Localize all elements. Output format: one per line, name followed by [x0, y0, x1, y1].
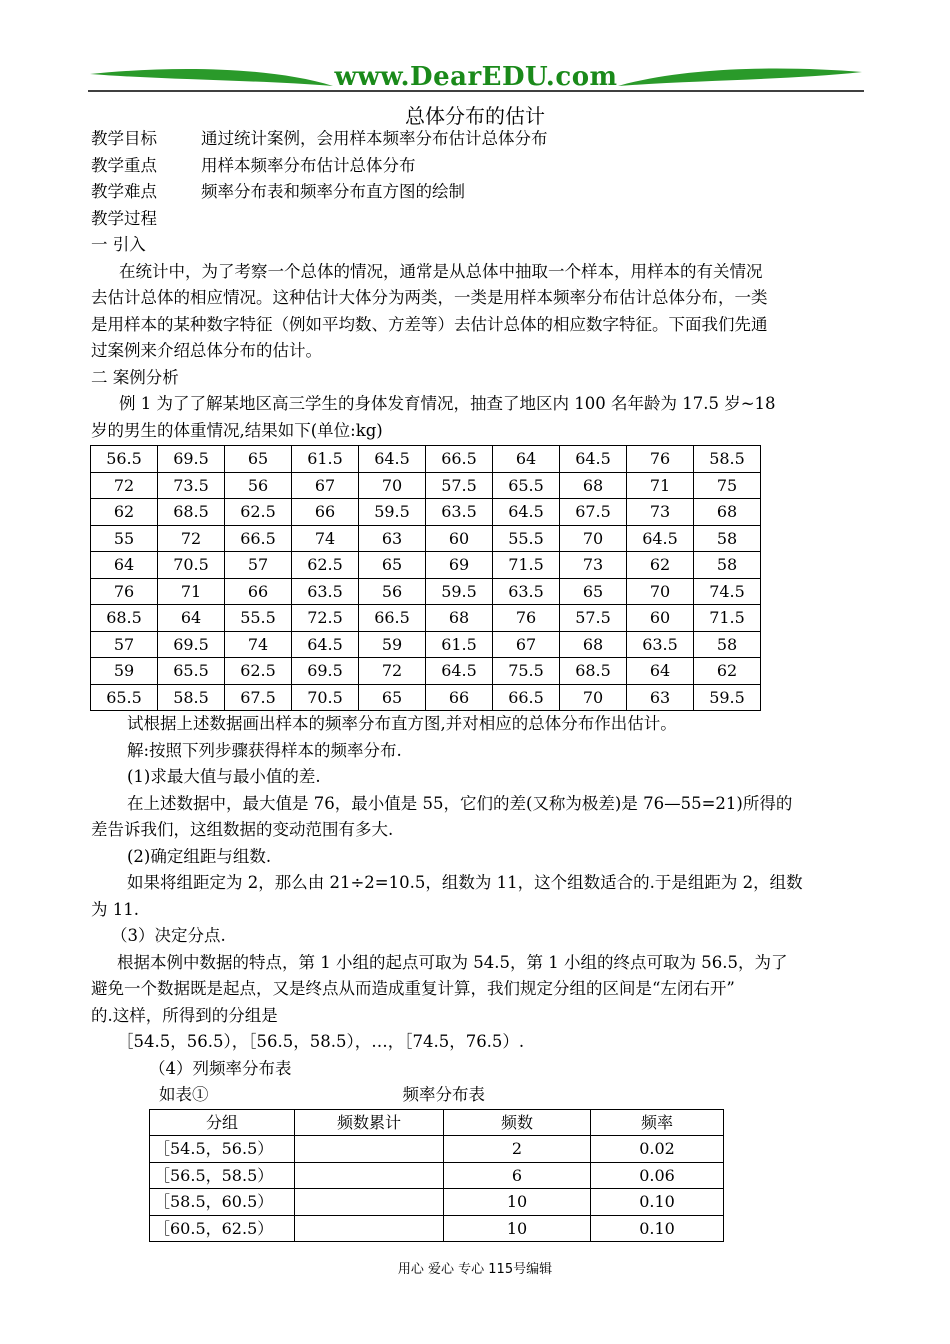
table-cell: 65.5 — [493, 472, 560, 499]
table-cell: 62.5 — [225, 499, 292, 526]
table-cell: 68 — [560, 631, 627, 658]
table-cell: 76 — [627, 446, 694, 473]
table-cell: 66.5 — [225, 525, 292, 552]
table-cell: 66.5 — [359, 605, 426, 632]
table-cell: 75 — [694, 472, 761, 499]
table-cell: 64.5 — [359, 446, 426, 473]
table-cell: 66 — [426, 684, 493, 711]
site-logo-text[interactable]: www.DearEDU.com — [334, 62, 618, 92]
table-cell: 62.5 — [292, 552, 359, 579]
example-line-2: 岁的男生的体重情况,结果如下(单位:kg) — [91, 420, 383, 440]
table-cell: 67.5 — [225, 684, 292, 711]
table-caption: 频率分布表 — [402, 1085, 485, 1104]
table-cell: 57.5 — [560, 605, 627, 632]
page-footer: 用心 爱心 专心 115号编辑 — [397, 1262, 553, 1277]
table-cell: 67 — [493, 631, 560, 658]
table-cell: 71.5 — [694, 605, 761, 632]
step-2-line-1: 如果将组距定为 2，那么由 21÷2=10.5，组数为 11，这个组数适合的.于是组距为 2，组数 — [127, 873, 803, 892]
table-cell: 58 — [694, 631, 761, 658]
step-3-line-2: 避免一个数据既是起点，又是终点从而造成重复计算，我们规定分组的区间是“左闭右开” — [91, 979, 735, 998]
table-cell — [295, 1136, 444, 1163]
table-cell: 65 — [359, 684, 426, 711]
table-cell: 73 — [560, 552, 627, 579]
table-cell: 75.5 — [493, 658, 560, 685]
table-cell: 59 — [359, 631, 426, 658]
table-cell: 60 — [426, 525, 493, 552]
table-cell: 57 — [91, 631, 158, 658]
table-cell: 66.5 — [426, 446, 493, 473]
table-cell: 58.5 — [158, 684, 225, 711]
meta-goal — [91, 126, 863, 153]
table-row — [91, 525, 761, 552]
table-cell: 65 — [560, 578, 627, 605]
table-row — [91, 446, 761, 473]
table-cell: 59.5 — [426, 578, 493, 605]
step-4-heading: （4）列频率分布表 — [149, 1058, 292, 1078]
table-cell: 62 — [627, 552, 694, 579]
table-cell: 64.5 — [426, 658, 493, 685]
page-title: 总体分布的估计 — [405, 104, 545, 128]
table-cell: 68 — [426, 605, 493, 632]
step-1-heading: (1)求最大值与最小值的差. — [127, 767, 321, 786]
table-cell: 74 — [225, 631, 292, 658]
task-paragraph: 试根据上述数据画出样本的频率分布直方图,并对相应的总体分布作出估计。 — [127, 714, 677, 733]
process-heading: 教学过程 — [91, 208, 157, 228]
step-1-line-1: 在上述数据中，最大值是 76，最小值是 55，它们的差(又称为极差)是 76—55=21)所得的 — [127, 793, 793, 813]
table-cell: 68.5 — [158, 499, 225, 526]
table-cell: 61.5 — [292, 446, 359, 473]
table-cell: 55 — [91, 525, 158, 552]
table-cell: 69.5 — [158, 446, 225, 473]
table-cell: 66.5 — [493, 684, 560, 711]
section-2-heading: 二 案例分析 — [91, 367, 179, 387]
table-cell: 58 — [694, 552, 761, 579]
step-2-line-2: 为 11. — [91, 899, 139, 919]
table-cell: 65.5 — [158, 658, 225, 685]
table-cell: 63 — [627, 684, 694, 711]
table-cell: 64 — [627, 658, 694, 685]
table-cell: 63.5 — [627, 631, 694, 658]
table-cell: 69.5 — [158, 631, 225, 658]
table-cell: 73.5 — [158, 472, 225, 499]
header-cell: 频数 — [444, 1109, 591, 1136]
header-cell: 频率 — [591, 1109, 724, 1136]
table-cell: 59.5 — [359, 499, 426, 526]
table-cell: 70 — [560, 525, 627, 552]
table-cell: 64 — [91, 552, 158, 579]
table-cell: 72.5 — [292, 605, 359, 632]
frequency-table — [149, 1109, 724, 1243]
table-cell: 71.5 — [493, 552, 560, 579]
table-row — [91, 578, 761, 605]
table-reference: 如表① — [159, 1085, 209, 1104]
meta-value: 用样本频率分布估计总体分布 — [201, 155, 416, 175]
table-cell: 0.06 — [591, 1162, 724, 1189]
table-row — [150, 1215, 724, 1242]
table-cell: 55.5 — [225, 605, 292, 632]
table-cell: 57 — [225, 552, 292, 579]
table-cell: 64.5 — [560, 446, 627, 473]
table-cell: 65 — [225, 446, 292, 473]
table-cell: 73 — [627, 499, 694, 526]
table-cell: 62 — [694, 658, 761, 685]
table-row — [91, 605, 761, 632]
table-cell: 10 — [444, 1189, 591, 1216]
table-cell: 58.5 — [694, 446, 761, 473]
table-cell: 63.5 — [493, 578, 560, 605]
table-cell: 57.5 — [426, 472, 493, 499]
table-cell: 63.5 — [292, 578, 359, 605]
table-cell: 68.5 — [560, 658, 627, 685]
table-cell: 68 — [694, 499, 761, 526]
table-cell: 63.5 — [426, 499, 493, 526]
table-cell: 0.10 — [591, 1189, 724, 1216]
header-cell: 频数累计 — [295, 1109, 444, 1136]
table-cell: 76 — [91, 578, 158, 605]
table-cell: 64.5 — [627, 525, 694, 552]
table-cell: 67.5 — [560, 499, 627, 526]
table-cell: 74.5 — [694, 578, 761, 605]
table-cell: 65.5 — [91, 684, 158, 711]
table-row — [91, 499, 761, 526]
meta-focus — [91, 153, 863, 180]
table-cell: 56.5 — [91, 446, 158, 473]
table-cell: 0.02 — [591, 1136, 724, 1163]
section-1-heading: 一 引入 — [91, 235, 146, 254]
table-cell: 74 — [292, 525, 359, 552]
step-2-heading: (2)确定组距与组数. — [127, 846, 272, 866]
table-cell — [295, 1215, 444, 1242]
table-cell: 66 — [225, 578, 292, 605]
table-cell: 70 — [359, 472, 426, 499]
table-row — [91, 552, 761, 579]
table-cell: 64.5 — [493, 499, 560, 526]
table-cell: 55.5 — [493, 525, 560, 552]
table-cell: 69 — [426, 552, 493, 579]
table-cell: 58 — [694, 525, 761, 552]
table-cell: 2 — [444, 1136, 591, 1163]
table-cell: 65 — [359, 552, 426, 579]
table-cell: 70 — [560, 684, 627, 711]
table-cell: 61.5 — [426, 631, 493, 658]
table-row — [91, 658, 761, 685]
table-cell: ［54.5，56.5） — [150, 1136, 295, 1163]
weight-data-table — [90, 445, 761, 711]
intro-line-3: 是用样本的某种数字特征（例如平均数、方差等）去估计总体的相应数字特征。下面我们先通 — [91, 314, 768, 334]
table-cell: 10 — [444, 1215, 591, 1242]
table-cell: 76 — [493, 605, 560, 632]
table-cell: 70 — [627, 578, 694, 605]
step-3-heading: （3）决定分点. — [111, 926, 226, 945]
table-cell: 64 — [158, 605, 225, 632]
step-3-line-3: 的.这样，所得到的分组是 — [91, 1005, 278, 1025]
intro-line-1: 在统计中，为了考察一个总体的情况，通常是从总体中抽取一个样本，用样本的有关情况 — [119, 261, 763, 281]
table-cell: ［60.5，62.5） — [150, 1215, 295, 1242]
meta-difficulty — [91, 179, 863, 206]
table-cell — [295, 1162, 444, 1189]
site-banner — [88, 60, 864, 96]
table-cell: 66 — [292, 499, 359, 526]
step-1-line-2: 差告诉我们，这组数据的变动范围有多大. — [91, 820, 394, 839]
meta-label: 教学目标 — [91, 129, 157, 148]
table-cell: 70.5 — [292, 684, 359, 711]
table-cell: 69.5 — [292, 658, 359, 685]
table-cell: 59 — [91, 658, 158, 685]
table-cell: 6 — [444, 1162, 591, 1189]
table-cell: 0.10 — [591, 1215, 724, 1242]
table-cell: 72 — [158, 525, 225, 552]
table-row — [150, 1136, 724, 1163]
table-cell — [295, 1189, 444, 1216]
step-3-line-1: 根据本例中数据的特点，第 1 小组的起点可取为 54.5，第 1 小组的终点可取为 56.5，为了 — [117, 952, 788, 972]
intro-line-4: 过案例来介绍总体分布的估计。 — [91, 341, 322, 360]
freq-table-title — [91, 1082, 863, 1109]
table-cell: 71 — [158, 578, 225, 605]
table-cell: 70.5 — [158, 552, 225, 579]
document-body — [91, 126, 863, 1242]
table-cell: 60 — [627, 605, 694, 632]
intro-line-2: 去估计总体的相应情况。这种估计大体分为两类，一类是用样本频率分布估计总体分布，一类 — [91, 288, 768, 307]
meta-label: 教学难点 — [91, 182, 157, 201]
table-cell: 68.5 — [91, 605, 158, 632]
meta-value: 频率分布表和频率分布直方图的绘制 — [201, 182, 465, 201]
table-cell: 56 — [359, 578, 426, 605]
table-cell: 64.5 — [292, 631, 359, 658]
table-cell: 62.5 — [225, 658, 292, 685]
table-cell: 56 — [225, 472, 292, 499]
table-row — [91, 631, 761, 658]
table-cell: 72 — [91, 472, 158, 499]
meta-value: 通过统计案例，会用样本频率分布估计总体分布 — [201, 129, 548, 148]
table-cell: 62 — [91, 499, 158, 526]
meta-label: 教学重点 — [91, 155, 157, 175]
table-cell: 68 — [560, 472, 627, 499]
solution-intro: 解:按照下列步骤获得样本的频率分布. — [127, 740, 402, 760]
table-cell: 63 — [359, 525, 426, 552]
table-cell: ［58.5，60.5） — [150, 1189, 295, 1216]
table-cell: 64 — [493, 446, 560, 473]
intervals-line: ［54.5，56.5），［56.5，58.5），…，［74.5，76.5）. — [117, 1032, 525, 1051]
table-row — [91, 684, 761, 711]
table-cell: 71 — [627, 472, 694, 499]
table-cell: 72 — [359, 658, 426, 685]
table-row — [91, 472, 761, 499]
table-header-row — [150, 1109, 724, 1136]
table-row — [150, 1189, 724, 1216]
table-row — [150, 1162, 724, 1189]
example-line-1: 例 1 为了了解某地区高三学生的身体发育情况，抽查了地区内 100 名年龄为 17.5 岁~18 — [119, 394, 776, 413]
header-cell: 分组 — [150, 1109, 295, 1136]
table-cell: 67 — [292, 472, 359, 499]
table-cell: ［56.5，58.5） — [150, 1162, 295, 1189]
table-cell: 59.5 — [694, 684, 761, 711]
